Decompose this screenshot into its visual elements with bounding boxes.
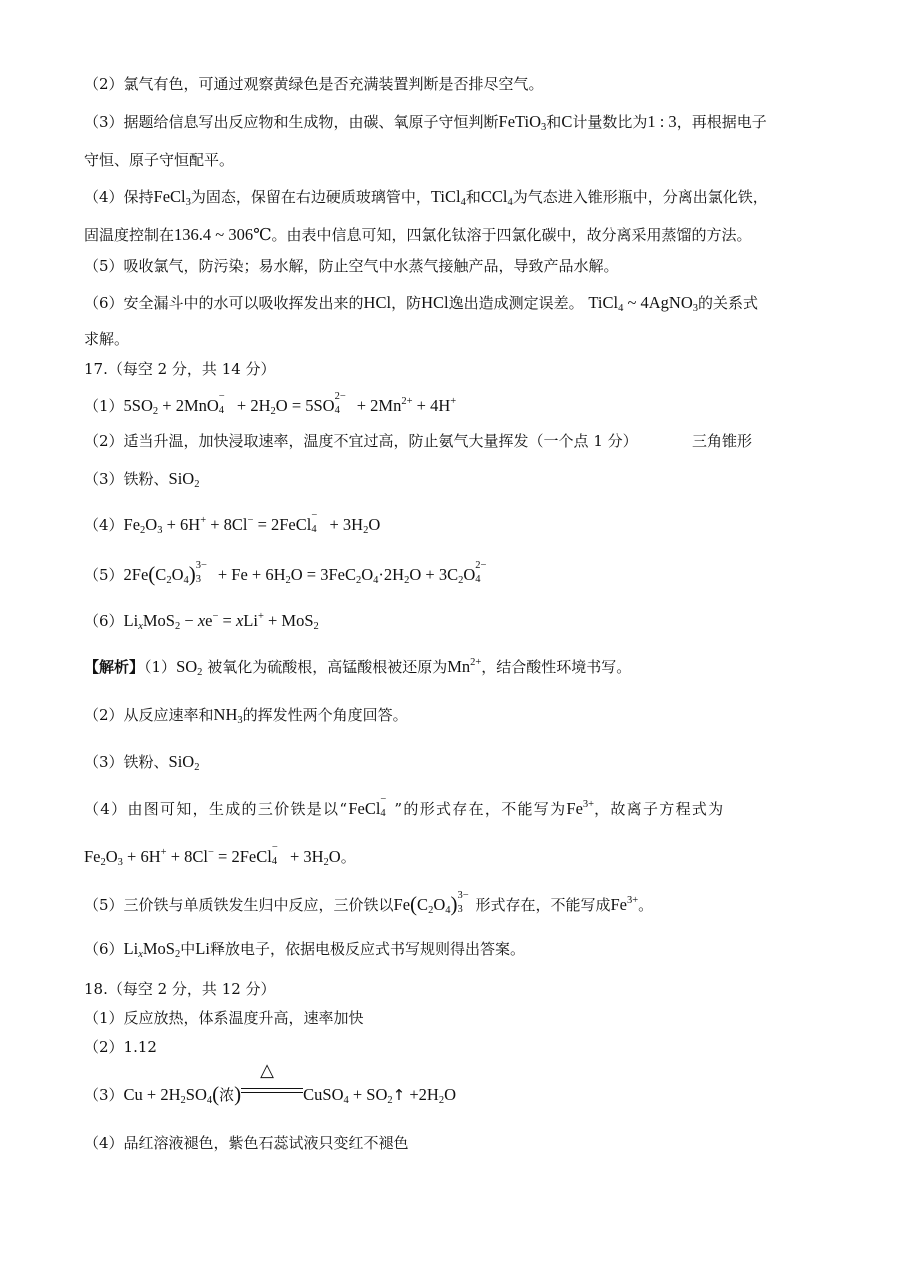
answer-17-1: $(1)5SO_2 + 2MnO$ − 4 + $2H_2O = 5SO$ 2− 4 + $2Mn^{2+} + 4H^+$ (84, 391, 457, 417)
heating-equals-sign: △ (241, 1082, 303, 1102)
analysis-line-16-3-cont: 守恒、原子守恒配平。 (84, 151, 235, 169)
equation-17-5: $2Fe(C_2O_4)$ 3− 3 + $Fe + 6H_2O = 3FeC_2O_4\cdot 2H_2O + 3C_2O$ 2− 4 (123, 560, 487, 586)
analysis-17-2: （2）从反应速率和$NH_3$的挥发性两个角度回答。 (84, 705, 408, 726)
equation-18-3: $Cu + 2H_2SO_4$(浓) △ CuSO$_4$ + $SO_2↑ +2H_2O$ (123, 1060, 457, 1106)
formula-hcl: HCl (363, 293, 392, 312)
analysis-17-6: $(6)Li_xMoS_2$中Li释放电子，依据电极反应式书写规则得出答案。 (84, 939, 525, 960)
analysis-line-16-6: （6）安全漏斗中的水可以吸收挥发出来的HCl，防HCl逸出造成测定误差。 TiCl$_4$ ~ 4AgNO$_3$的关系式 (84, 293, 759, 314)
analysis-line-16-2: （2）氯气有色，可通过观察黄绿色是否充满装置判断是否排尽空气。 (84, 75, 544, 93)
question-18-header: 18.（每空 2 分，共 12 分） (84, 980, 276, 998)
analysis-line-16-4: （4）保持FeCl$_3$为固态，保留在右边硬质玻璃管中，TiCl$_4$和CCl$_4$为气态进入锥形瓶中，分离出氯化铁， (84, 187, 768, 208)
analysis-line-16-5: （5）吸收氯气，防污染；易水解，防止空气中水蒸气接触产品，导致产品水解。 (84, 257, 619, 275)
answer-18-4: （4）品红溶液褪色，紫色石蕊试液只变红不褪色 (84, 1134, 409, 1152)
ratio-value: 1 : 3 (647, 112, 677, 131)
formula-fetio3: FeTiO$_3$ (498, 112, 547, 133)
analysis-17-4-equation: $Fe_2O_3 + 6H^+ + 8Cl^-$ = 2FeCl − 4 + $3H_2O$。 (84, 842, 356, 868)
analysis-tag: 【解析】 (84, 658, 145, 676)
equation-17-6: $Li_xMoS_2 - xe^- = xLi^+ + MoS_2$ (123, 611, 319, 632)
temperature-range: 136.4 ~ 306℃ (174, 225, 272, 244)
relation-ticl4-agno3: TiCl$_4$ ~ 4AgNO$_3$ (588, 293, 699, 314)
answer-17-6: $(6)Li_xMoS_2 - xe^- = xLi^+ + MoS_2$ (84, 611, 319, 632)
formula-ccl4: CCl$_4$ (480, 187, 513, 208)
answer-17-2-shape: 三角锥形 (692, 432, 753, 450)
gas-arrow-icon: ↑ (392, 1086, 406, 1104)
formula-sio2: SiO$_2$ (168, 469, 200, 490)
analysis-17-3: （3）铁粉、SiO$_2$ (84, 752, 200, 773)
analysis-17-5: （5）三价铁与单质铁发生归中反应，三价铁以$Fe(C_2O_4)$ 3− 3 形式存在，不能写成$Fe^{3+}$。 (84, 890, 654, 916)
analysis-17-1: 【解析】$(1)SO_2$ 被氧化为硫酸根，高锰酸根被还原为$Mn^{2+}$，结合酸性环境书写。 (84, 657, 632, 678)
equation-17-4: $Fe_2O_3 + 6H^+ + 8Cl^-$ = 2FeCl − 4 + $3H_2O$ (123, 510, 381, 536)
analysis-line-16-3: （3）据题给信息写出反应物和生成物，由碳、氧原子守恒判断FeTiO$_3$和C计量数比为1 : 3，再根据电子 (84, 112, 767, 133)
equation-17-1: $5SO_2 + 2MnO$ − 4 + $2H_2O = 5SO$ 2− 4 + $2Mn^{2+} + 4H^+$ (123, 391, 457, 417)
formula-hcl-2: HCl (421, 293, 449, 312)
analysis-line-16-6-cont: 求解。 (84, 330, 130, 348)
question-17-header: 17.（每空 2 分，共 14 分） (84, 360, 276, 378)
answer-17-4: $(4)Fe_2O_3 + 6H^+ + 8Cl^-$ = 2FeCl − 4 + $3H_2O$ (84, 510, 381, 536)
formula-fecl3: FeCl$_3$ (153, 187, 191, 208)
answer-18-2: （2）1.12 (84, 1038, 157, 1056)
answer-18-1: （1）反应放热，体系温度升高，速率加快 (84, 1009, 364, 1027)
answer-17-5: $(5)2Fe(C_2O_4)$ 3− 3 + $Fe + 6H_2O = 3FeC_2O_4\cdot 2H_2O + 3C_2O$ 2− 4 (84, 564, 493, 585)
answer-17-3: （3）铁粉、SiO$_2$ (84, 469, 200, 490)
analysis-17-4: （4）由图可知，生成的三价铁是以“FeCl − 4 ”的形式存在，不能写为$Fe^{3+}$，故离子方程式为 (84, 794, 725, 819)
formula-c: C (561, 112, 573, 131)
formula-ticl4: TiCl$_4$ (430, 187, 466, 208)
answer-18-3: $(3)Cu + 2H_2SO_4$(浓) △ CuSO$_4$ + $SO_2↑ +2H_2O$ (84, 1060, 457, 1106)
answer-17-2: （2）适当升温，加快浸取速率，温度不宜过高，防止氨气大量挥发（一个点 1 分） 三角锥形 (84, 432, 753, 450)
analysis-line-16-4-cont: 固温度控制在136.4 ~ 306℃。由表中信息可知，四氯化钛溶于四氯化碳中，故分离采用蒸馏的方法。 (84, 225, 752, 244)
